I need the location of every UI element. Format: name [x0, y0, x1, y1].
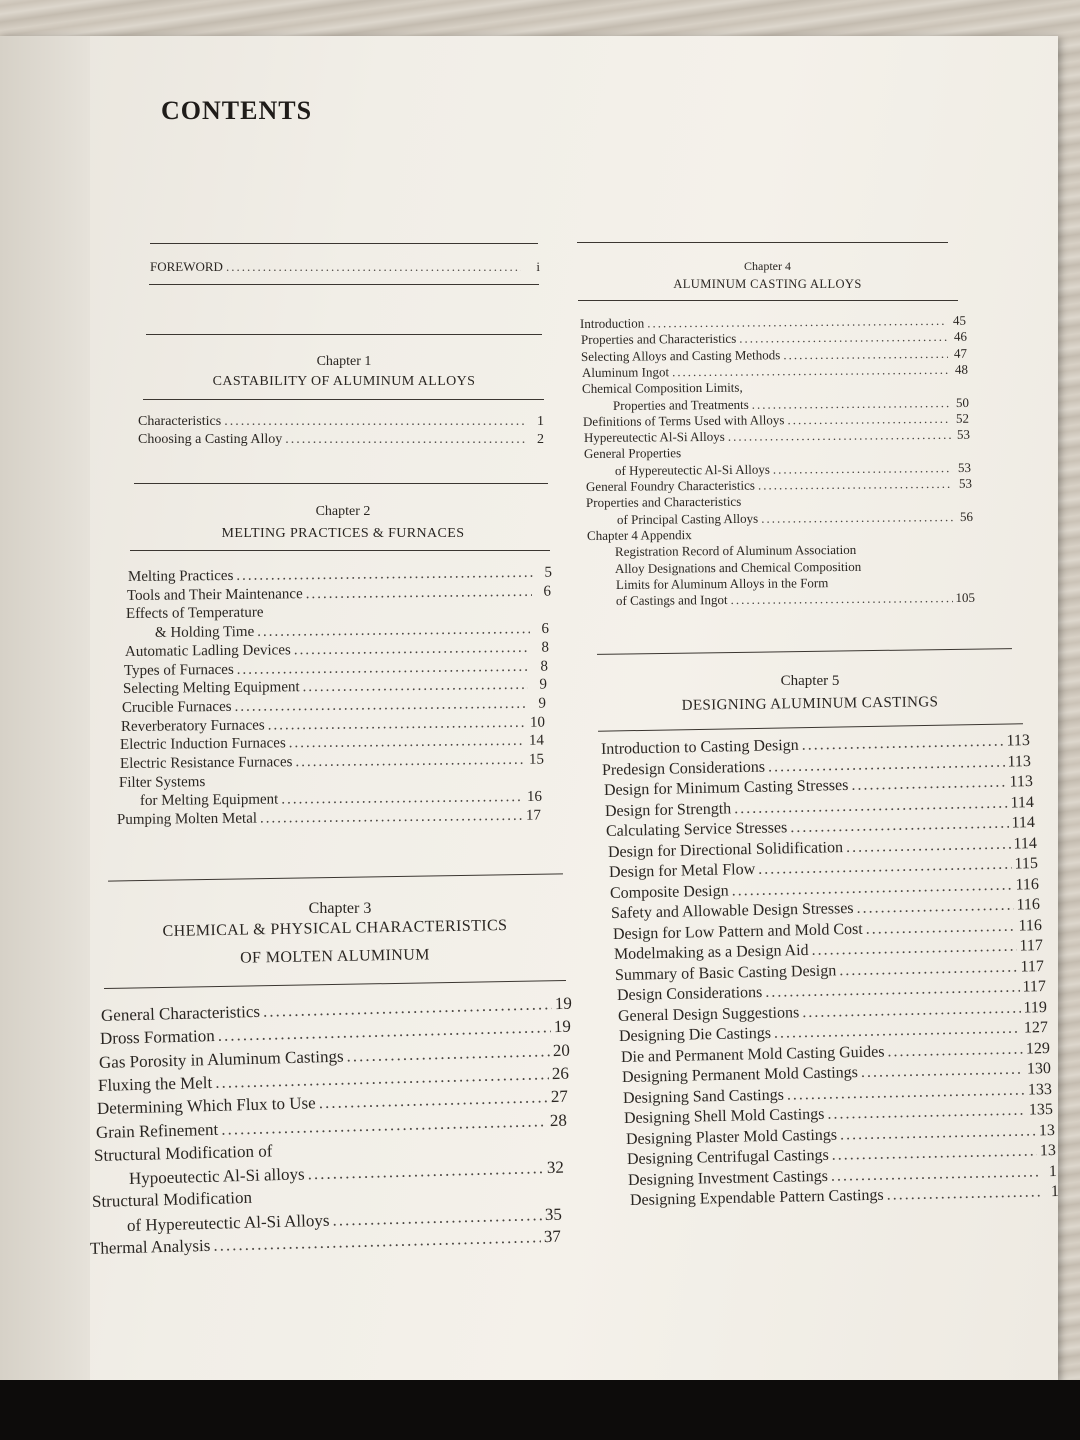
toc-entry-label: Designing Shell Mold Castings	[624, 1105, 825, 1127]
dot-leader	[845, 835, 1010, 856]
toc-entry-page: 127	[1023, 1019, 1049, 1037]
toc-entry-label: Crucible Furnaces	[121, 698, 232, 716]
toc-entry-label: Types of Furnaces	[123, 661, 234, 679]
toc-entry-label: of Hypereutectic Al-Si Alloys	[126, 1210, 330, 1235]
toc-entry-page: 50	[955, 394, 969, 410]
toc-entry-page: 52	[956, 410, 970, 426]
toc-entry-page: 1	[537, 414, 544, 429]
dot-leader	[857, 897, 1014, 918]
toc-entry-label: Die and Permanent Mold Casting Guides	[620, 1042, 885, 1066]
dot-leader	[761, 509, 954, 527]
chapter-title: ALUMINUM CASTING ALLOYS	[673, 277, 862, 291]
toc-entry-label: Chemical Composition Limits,	[582, 379, 743, 397]
toc-entry-page: 1	[1049, 1162, 1058, 1180]
dot-leader	[886, 1183, 1040, 1204]
toc-entry-label: Designing Die Castings	[618, 1024, 772, 1045]
toc-entry-page: 114	[1012, 834, 1037, 853]
toc-entry-page: 129	[1025, 1039, 1050, 1058]
toc-entry-label: General Characteristics	[100, 1001, 261, 1025]
toc-entry-label: of Principal Casting Alloys	[616, 510, 758, 527]
toc-entry-page: 19	[554, 993, 573, 1014]
toc-entry-page: 9	[539, 676, 547, 693]
toc-entry-label: Composite Design	[609, 882, 729, 902]
dot-leader	[268, 714, 526, 734]
toc-entry-label: Hypoeutectic Al-Si alloys	[129, 1164, 306, 1189]
toc-entry-page: 28	[549, 1110, 567, 1130]
toc-entry-page: 13	[1038, 1121, 1055, 1139]
toc-entry-page: 13	[1039, 1142, 1057, 1160]
toc-entry-label: Effects of Temperature	[126, 604, 264, 623]
dot-leader	[739, 329, 948, 347]
toc-entry-label: Selecting Alloys and Casting Methods	[581, 346, 781, 364]
dot-leader	[293, 640, 529, 659]
toc-entry-page: 116	[1018, 916, 1042, 935]
toc-entry-label: Structural Modification	[91, 1188, 253, 1212]
toc-entry-page: 16	[526, 789, 542, 806]
toc-entry-label: Fluxing the Melt	[97, 1072, 213, 1095]
dot-leader	[224, 414, 525, 430]
divider-rule	[130, 550, 550, 551]
chapter-number: Chapter 4	[744, 259, 791, 273]
toc-entry-page: 113	[1006, 732, 1031, 750]
toc-entry-page: 8	[540, 658, 548, 675]
toc-entry-label: Thermal Analysis	[89, 1235, 211, 1258]
contents-heading: CONTENTS	[161, 96, 313, 125]
dot-leader	[289, 733, 525, 752]
toc-entry-label: Tools and Their Maintenance	[127, 585, 303, 604]
toc-entry[interactable]	[119, 774, 205, 792]
toc-entry-label: Properties and Characteristics	[580, 330, 736, 348]
toc-entry-page: 45	[952, 312, 967, 328]
toc-entry-label: Electric Resistance Furnaces	[119, 754, 293, 772]
dot-leader	[258, 621, 531, 641]
toc-entry-label: Aluminum Ingot	[581, 364, 669, 380]
dot-leader	[783, 345, 948, 362]
chapter-number: Chapter 2	[315, 504, 371, 519]
toc-entry-label: Structural Modification of	[94, 1141, 274, 1165]
toc-entry-label: Gas Porosity in Aluminum Castings	[98, 1046, 344, 1072]
toc-entry-label: for Melting Equipment	[139, 791, 279, 810]
toc-entry-page: 53	[958, 475, 972, 491]
toc-entry-page: 37	[543, 1226, 562, 1247]
chapter-number: Chapter 1	[316, 354, 372, 369]
toc-entry-page: i	[536, 259, 540, 274]
toc-entry[interactable]	[586, 494, 741, 511]
toc-entry-page: 53	[956, 426, 970, 442]
toc-entry-label: Summary of Basic Casting Design	[615, 961, 837, 984]
toc-entry-label: Pumping Molten Metal	[116, 810, 258, 829]
dot-leader	[865, 917, 1015, 938]
toc-entry-foreword[interactable]	[150, 259, 540, 275]
toc-entry-label: Design Considerations	[616, 983, 763, 1004]
toc-entry[interactable]	[587, 527, 692, 544]
toc-entry-label: Modelmaking as a Design Aid	[613, 941, 809, 963]
dot-leader	[295, 752, 525, 771]
toc-entry[interactable]	[138, 432, 544, 448]
toc-entry-page: 48	[954, 361, 968, 377]
toc-entry[interactable]	[615, 542, 856, 560]
toc-entry-label: Properties and Treatments	[612, 396, 749, 413]
toc-entry-label: Automatic Ladling Devices	[124, 642, 291, 660]
toc-entry-page: 6	[541, 620, 550, 638]
toc-entry-label: General Design Suggestions	[617, 1003, 800, 1025]
chapter-title: OF MOLTEN ALUMINUM	[239, 946, 430, 967]
toc-entry-page: 32	[546, 1157, 565, 1178]
toc-entry-label: & Holding Time	[155, 624, 255, 642]
chapter-number: Chapter 5	[780, 673, 840, 689]
dot-leader	[285, 432, 525, 448]
toc-entry[interactable]	[584, 446, 681, 463]
dot-leader	[840, 1122, 1036, 1144]
toc-entry-page: 15	[528, 751, 544, 768]
toc-entry-label: Design for Minimum Casting Stresses	[603, 776, 849, 799]
toc-entry-page: 9	[538, 695, 547, 712]
toc-entry-label: FOREWORD	[150, 259, 223, 274]
toc-entry-label: Design for Directional Solidification	[607, 838, 843, 861]
dot-leader	[788, 411, 951, 428]
dot-leader	[672, 362, 949, 380]
toc-entry-page: 119	[1023, 998, 1047, 1017]
divider-rule	[146, 334, 542, 335]
dot-leader	[861, 1061, 1024, 1082]
toc-entry-label: Characteristics	[138, 414, 222, 429]
toc-entry-label: Designing Centrifugal Castings	[626, 1146, 829, 1168]
toc-entry-label: General Properties	[584, 445, 682, 462]
toc-entry[interactable]	[585, 476, 971, 495]
toc-entry-page: 10	[530, 714, 546, 731]
toc-entry-label: Designing Plaster Mold Castings	[625, 1126, 837, 1148]
toc-entry-page: 17	[525, 807, 541, 824]
dot-leader	[773, 460, 952, 478]
toc-entry-label: Filter Systems	[118, 773, 205, 791]
chapter-title: MELTING PRACTICES & FURNACES	[221, 526, 465, 541]
toc-entry-label: Introduction to Casting Design	[600, 736, 799, 758]
toc-entry-page: 53	[957, 459, 971, 475]
toc-entry-page: 47	[954, 345, 968, 361]
dot-leader	[235, 696, 528, 716]
toc-entry-page: 20	[552, 1040, 570, 1060]
chapter-title: CHEMICAL & PHYSICAL CHARACTERISTICS	[162, 916, 508, 941]
toc-entry[interactable]	[615, 558, 861, 576]
dot-leader	[728, 427, 951, 445]
toc-entry-page: 114	[1011, 814, 1036, 832]
dot-leader	[887, 1040, 1023, 1061]
toc-entry-label: Alloy Designations and Chemical Composition	[615, 558, 862, 576]
toc-entry-label: Designing Investment Castings	[628, 1167, 829, 1189]
toc-entry[interactable]	[582, 362, 968, 381]
toc-entry-label: Electric Induction Furnaces	[120, 735, 287, 754]
toc-entry-page: 117	[1019, 937, 1044, 955]
toc-entry-label: Chapter 4 Appendix	[587, 526, 692, 543]
toc-entry-label: Grain Refinement	[95, 1119, 218, 1142]
toc-entry-label: Definitions of Terms Used with Alloys	[583, 412, 785, 429]
toc-entry-label: Registration Record of Aluminum Association	[614, 542, 856, 560]
toc-entry-page: 116	[1015, 875, 1040, 894]
divider-rule	[143, 399, 544, 400]
chapter-title: CASTABILITY OF ALUMINUM ALLOYS	[212, 374, 476, 389]
toc-entry-label: Designing Expendable Pattern Castings	[629, 1186, 884, 1209]
dot-leader	[802, 999, 1021, 1022]
dot-leader	[831, 1163, 1038, 1185]
dot-leader	[260, 808, 522, 828]
toc-entry-page: 117	[1021, 978, 1046, 996]
toc-entry[interactable]	[616, 590, 975, 609]
toc-entry-page: 117	[1020, 957, 1045, 976]
bottom-shadow	[0, 1380, 1080, 1440]
toc-entry-label: Calculating Service Stresses	[605, 819, 788, 840]
toc-entry-label: Properties and Characteristics	[585, 493, 742, 511]
divider-rule	[149, 284, 539, 285]
toc-entry-page: 133	[1027, 1080, 1053, 1099]
toc-entry-page: 113	[1008, 773, 1033, 791]
toc-entry-page: 14	[529, 732, 545, 750]
toc-entry-page: 46	[953, 328, 967, 345]
toc-entry-label: Introduction	[579, 315, 645, 331]
toc-entry[interactable]	[616, 575, 828, 593]
toc-entry-page: 35	[544, 1204, 563, 1224]
toc-entry-label: Dross Formation	[99, 1026, 215, 1049]
divider-rule	[577, 242, 948, 243]
toc-entry-page: 6	[543, 583, 552, 600]
toc-entry-label: Melting Practices	[127, 567, 234, 585]
toc-entry[interactable]	[126, 605, 264, 623]
toc-entry-page: 5	[544, 564, 553, 581]
dot-leader	[226, 259, 521, 275]
toc-entry-page: 115	[1014, 855, 1038, 873]
toc-entry-label: Designing Sand Castings	[622, 1086, 785, 1107]
dot-leader	[839, 958, 1018, 980]
toc-entry-label: Design for Metal Flow	[608, 860, 756, 881]
toc-entry-label: Predesign Considerations	[602, 758, 766, 779]
toc-entry-page: 27	[550, 1086, 568, 1107]
toc-entry-label: Reverberatory Furnaces	[121, 717, 265, 735]
toc-entry-page: 116	[1016, 896, 1041, 914]
toc-entry[interactable]	[138, 414, 544, 430]
toc-entry-page: 130	[1026, 1060, 1051, 1078]
divider-rule	[134, 483, 548, 484]
toc-entry-label: General Foundry Characteristics	[585, 477, 755, 494]
dot-leader	[751, 395, 949, 413]
toc-entry-label: Selecting Melting Equipment	[122, 679, 300, 698]
dot-leader	[757, 476, 952, 494]
toc-entry-page: 105	[955, 589, 976, 606]
chapter-number: Chapter 3	[308, 900, 372, 917]
toc-entry-page: 56	[959, 508, 973, 524]
dot-leader	[302, 677, 528, 696]
dot-leader	[236, 565, 533, 585]
toc-entry-label: of Hypereutectic Al-Si Alloys	[614, 461, 770, 478]
page-gutter	[0, 36, 90, 1388]
toc-entry[interactable]	[617, 508, 973, 527]
divider-rule	[578, 300, 958, 301]
dot-leader	[851, 774, 1006, 795]
dot-leader	[731, 590, 953, 608]
toc-entry-label: Designing Permanent Mold Castings	[621, 1064, 858, 1086]
toc-entry-page: 1	[1050, 1183, 1059, 1201]
toc-entry-label: Safety and Allowable Design Stresses	[611, 899, 855, 922]
toc-entry-label: Choosing a Casting Alloy	[138, 432, 283, 447]
toc-entry-page: 114	[1010, 793, 1034, 812]
toc-entry-page: 26	[551, 1063, 569, 1084]
toc-entry[interactable]	[582, 380, 743, 397]
toc-entry-page: 8	[540, 639, 549, 656]
toc-entry-page: 113	[1007, 752, 1032, 771]
toc-entry-page: 2	[537, 432, 544, 447]
toc-entry-page: 19	[553, 1016, 571, 1037]
dot-leader	[281, 789, 523, 809]
toc-entry-label: Design for Strength	[604, 799, 732, 820]
toc-entry-label: Hypereutectic Al-Si Alloys	[583, 428, 725, 446]
toc-entry-label: Determining Which Flux to Use	[96, 1093, 316, 1119]
toc-entry-label: of Castings and Ingot	[616, 592, 728, 609]
toc-entry-label: Limits for Aluminum Alloys in the Form	[615, 574, 829, 592]
dot-leader	[236, 658, 528, 678]
chapter-title: DESIGNING ALUMINUM CASTINGS	[681, 694, 939, 714]
divider-rule	[150, 243, 538, 244]
toc-entry-page: 135	[1029, 1101, 1054, 1119]
toc-entry-label: Design for Low Pattern and Mold Cost	[612, 920, 863, 943]
dot-leader	[306, 583, 532, 602]
